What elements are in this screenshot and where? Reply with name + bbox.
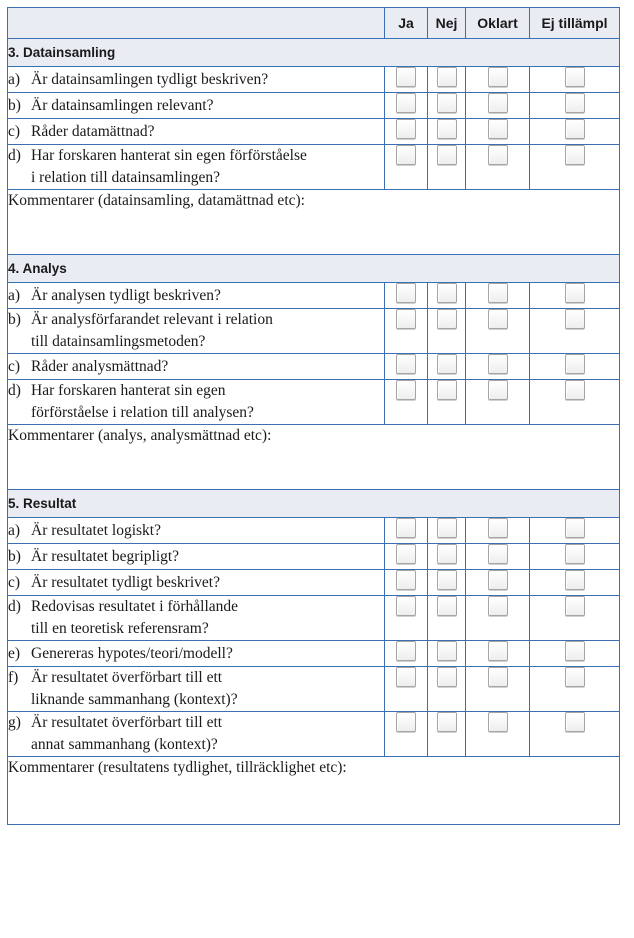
checkbox-oklart[interactable] [488, 596, 508, 616]
checkbox-nej[interactable] [437, 641, 457, 661]
question-text-line: Är datainsamlingen tydligt beskriven? [31, 70, 269, 88]
question-wrapper [8, 121, 384, 143]
checkbox-nej[interactable] [437, 309, 457, 329]
question-row [8, 283, 620, 309]
question-letter: e) [8, 644, 21, 662]
question-text-line: till datainsamlingsmetoden? [31, 333, 206, 350]
checkbox-cell-oklart [466, 596, 530, 641]
section-header-row [8, 39, 620, 67]
checkbox-cell-ej-tillampl [530, 93, 620, 119]
question-cell [8, 544, 385, 570]
checkbox-cell-nej [428, 712, 466, 757]
checkbox-oklart[interactable] [488, 119, 508, 139]
question-cell [8, 712, 385, 757]
question-text-line: Är resultatet överförbart till ett [31, 669, 223, 686]
column-header-ja: Ja [385, 8, 428, 39]
checkbox-oklart[interactable] [488, 518, 508, 538]
checkbox-ej-tillampl[interactable] [565, 596, 585, 616]
checkbox-cell-ej-tillampl [530, 641, 620, 667]
question-row [8, 596, 620, 641]
question-wrapper [8, 380, 384, 424]
comment-label: Kommentarer (analys, analysmättnad etc): [8, 427, 272, 444]
checkbox-nej[interactable] [437, 93, 457, 113]
checkbox-nej[interactable] [437, 67, 457, 87]
checkbox-ej-tillampl[interactable] [565, 119, 585, 139]
checkbox-cell-nej [428, 570, 466, 596]
question-text [31, 520, 384, 542]
question-wrapper [8, 145, 384, 189]
question-text-line: Är resultatet överförbart till ett [31, 714, 223, 731]
question-text-line: i relation till datainsamlingen? [31, 169, 220, 186]
checkbox-ja[interactable] [396, 641, 416, 661]
question-row [8, 67, 620, 93]
question-text-line: Är resultatet logiskt? [31, 521, 161, 539]
question-wrapper [8, 667, 384, 711]
checkbox-nej[interactable] [437, 354, 457, 374]
question-letter: d) [8, 382, 21, 399]
question-text-line: annat sammanhang (kontext)? [31, 736, 218, 753]
checkbox-cell-ja [385, 596, 428, 641]
checkbox-ja[interactable] [396, 354, 416, 374]
question-row [8, 712, 620, 757]
checkbox-cell-nej [428, 354, 466, 380]
checkbox-cell-oklart [466, 518, 530, 544]
checkbox-ja[interactable] [396, 283, 416, 303]
checkbox-ej-tillampl[interactable] [565, 354, 585, 374]
checkbox-ja[interactable] [396, 309, 416, 329]
checkbox-oklart[interactable] [488, 67, 508, 87]
checkbox-cell-ej-tillampl [530, 380, 620, 425]
section-header-row [8, 255, 620, 283]
question-text [31, 643, 384, 665]
checkbox-cell-oklart [466, 544, 530, 570]
section-title: 3. Datainsamling [8, 39, 620, 67]
question-row [8, 93, 620, 119]
question-letter: f) [8, 669, 19, 686]
question-letter: g) [8, 714, 21, 731]
checkbox-cell-ja [385, 283, 428, 309]
checkbox-cell-ej-tillampl [530, 67, 620, 93]
question-wrapper [8, 95, 384, 117]
comment-field[interactable] [8, 190, 620, 255]
question-text-line: förförståelse i relation till analysen? [31, 404, 254, 421]
checkbox-cell-ej-tillampl [530, 354, 620, 380]
question-letter: b) [8, 311, 21, 328]
checkbox-ja[interactable] [396, 119, 416, 139]
checkbox-ej-tillampl[interactable] [565, 544, 585, 564]
column-header-row [8, 8, 620, 39]
checkbox-cell-nej [428, 93, 466, 119]
question-row [8, 667, 620, 712]
question-text-line: Är analysförfarandet relevant i relation [31, 311, 273, 328]
question-cell [8, 596, 385, 641]
checkbox-oklart[interactable] [488, 570, 508, 590]
checkbox-oklart[interactable] [488, 354, 508, 374]
question-wrapper [8, 643, 384, 665]
checkbox-cell-ja [385, 309, 428, 354]
checkbox-oklart[interactable] [488, 283, 508, 303]
checkbox-ej-tillampl[interactable] [565, 283, 585, 303]
checkbox-oklart[interactable] [488, 667, 508, 687]
checkbox-cell-ej-tillampl [530, 544, 620, 570]
checkbox-cell-oklart [466, 283, 530, 309]
checkbox-cell-nej [428, 67, 466, 93]
checkbox-nej[interactable] [437, 570, 457, 590]
checkbox-cell-ja [385, 667, 428, 712]
checkbox-cell-nej [428, 667, 466, 712]
comment-row [8, 757, 620, 825]
question-wrapper [8, 712, 384, 756]
checkbox-nej[interactable] [437, 712, 457, 732]
checkbox-nej[interactable] [437, 380, 457, 400]
question-row [8, 119, 620, 145]
checkbox-cell-ej-tillampl [530, 518, 620, 544]
checkbox-cell-nej [428, 518, 466, 544]
question-text [31, 285, 384, 307]
question-cell [8, 380, 385, 425]
checkbox-cell-ej-tillampl [530, 712, 620, 757]
question-text-line: Råder datamättnad? [31, 122, 155, 140]
question-letter: a) [8, 286, 21, 304]
checkbox-cell-oklart [466, 93, 530, 119]
comment-label: Kommentarer (resultatens tydlighet, tillräcklighet etc): [8, 759, 347, 776]
checkbox-nej[interactable] [437, 119, 457, 139]
checkbox-cell-nej [428, 283, 466, 309]
question-row [8, 354, 620, 380]
checkbox-ej-tillampl[interactable] [565, 380, 585, 400]
column-header-ej-tillampl: Ej tillämpl [530, 8, 620, 39]
checkbox-ja[interactable] [396, 712, 416, 732]
checkbox-cell-ja [385, 93, 428, 119]
checkbox-cell-ej-tillampl [530, 570, 620, 596]
checkbox-oklart[interactable] [488, 309, 508, 329]
question-letter: c) [8, 122, 21, 140]
question-letter: b) [8, 547, 21, 565]
question-cell [8, 119, 385, 145]
checkbox-cell-nej [428, 544, 466, 570]
question-cell [8, 518, 385, 544]
checkbox-cell-oklart [466, 67, 530, 93]
question-letter: b) [8, 96, 21, 114]
checkbox-oklart[interactable] [488, 380, 508, 400]
question-text [31, 572, 384, 594]
review-checklist-table [7, 7, 620, 825]
question-cell [8, 570, 385, 596]
question-cell [8, 67, 385, 93]
question-letter: c) [8, 573, 21, 591]
checkbox-ej-tillampl[interactable] [565, 309, 585, 329]
checkbox-cell-ja [385, 145, 428, 190]
question-text [31, 145, 384, 189]
checkbox-cell-ej-tillampl [530, 283, 620, 309]
question-text-line: Redovisas resultatet i förhållande [31, 598, 239, 615]
checkbox-cell-ja [385, 518, 428, 544]
checkbox-ja[interactable] [396, 380, 416, 400]
question-text-line: Har forskaren hanterat sin egen [31, 382, 226, 399]
checkbox-cell-oklart [466, 641, 530, 667]
checkbox-cell-oklart [466, 145, 530, 190]
question-text [31, 69, 384, 91]
question-text [31, 596, 384, 640]
checkbox-cell-ja [385, 712, 428, 757]
checkbox-ja[interactable] [396, 596, 416, 616]
header-corner-cell [8, 8, 385, 39]
question-text-line: liknande sammanhang (kontext)? [31, 691, 238, 708]
checkbox-cell-nej [428, 596, 466, 641]
question-text [31, 546, 384, 568]
question-cell [8, 283, 385, 309]
question-letter: d) [8, 147, 21, 164]
checkbox-nej[interactable] [437, 544, 457, 564]
checkbox-ja[interactable] [396, 667, 416, 687]
checkbox-oklart[interactable] [488, 93, 508, 113]
checkbox-ja[interactable] [396, 93, 416, 113]
section-title: 4. Analys [8, 255, 620, 283]
question-letter: a) [8, 70, 21, 88]
comment-label: Kommentarer (datainsamling, datamättnad etc): [8, 192, 305, 209]
question-text [31, 380, 384, 424]
checkbox-ej-tillampl[interactable] [565, 570, 585, 590]
checkbox-cell-oklart [466, 354, 530, 380]
comment-field[interactable] [8, 757, 620, 825]
question-letter: a) [8, 521, 21, 539]
question-wrapper [8, 285, 384, 307]
question-wrapper [8, 546, 384, 568]
checkbox-cell-oklart [466, 667, 530, 712]
checkbox-cell-ej-tillampl [530, 667, 620, 712]
checkbox-cell-ej-tillampl [530, 596, 620, 641]
checkbox-cell-ja [385, 544, 428, 570]
question-text-line: till en teoretisk referensram? [31, 620, 209, 637]
checkbox-nej[interactable] [437, 667, 457, 687]
question-text-line: Råder analysmättnad? [31, 357, 169, 375]
question-text-line: Är resultatet begripligt? [31, 547, 180, 565]
checkbox-nej[interactable] [437, 283, 457, 303]
checkbox-cell-ej-tillampl [530, 145, 620, 190]
question-wrapper [8, 572, 384, 594]
checkbox-cell-oklart [466, 570, 530, 596]
checkbox-ej-tillampl[interactable] [565, 93, 585, 113]
checkbox-nej[interactable] [437, 596, 457, 616]
question-wrapper [8, 356, 384, 378]
question-text-line: Genereras hypotes/teori/modell? [31, 644, 233, 662]
comment-row [8, 190, 620, 255]
question-letter: c) [8, 357, 21, 375]
checkbox-ja[interactable] [396, 544, 416, 564]
question-text [31, 309, 384, 353]
checkbox-cell-ja [385, 641, 428, 667]
checkbox-cell-ja [385, 67, 428, 93]
question-wrapper [8, 596, 384, 640]
question-text [31, 95, 384, 117]
checkbox-cell-nej [428, 380, 466, 425]
checkbox-cell-nej [428, 145, 466, 190]
checkbox-cell-ja [385, 354, 428, 380]
comment-field[interactable] [8, 425, 620, 490]
question-cell [8, 93, 385, 119]
checkbox-nej[interactable] [437, 518, 457, 538]
checkbox-oklart[interactable] [488, 145, 508, 165]
section-title: 5. Resultat [8, 490, 620, 518]
question-text-line: Är datainsamlingen relevant? [31, 96, 214, 114]
checkbox-cell-ja [385, 119, 428, 145]
checkbox-oklart[interactable] [488, 544, 508, 564]
question-cell [8, 309, 385, 354]
question-row [8, 570, 620, 596]
question-wrapper [8, 69, 384, 91]
checkbox-ja[interactable] [396, 67, 416, 87]
checklist-body [8, 39, 620, 825]
checkbox-cell-ej-tillampl [530, 309, 620, 354]
checkbox-ej-tillampl[interactable] [565, 712, 585, 732]
checkbox-cell-ej-tillampl [530, 119, 620, 145]
checkbox-cell-nej [428, 641, 466, 667]
checkbox-cell-oklart [466, 119, 530, 145]
question-letter: d) [8, 598, 21, 615]
checkbox-ja[interactable] [396, 145, 416, 165]
checkbox-ej-tillampl[interactable] [565, 641, 585, 661]
question-text-line: Har forskaren hanterat sin egen förförståelse [31, 147, 307, 164]
question-text [31, 667, 384, 711]
column-header-nej: Nej [428, 8, 466, 39]
question-wrapper [8, 520, 384, 542]
checkbox-ej-tillampl[interactable] [565, 67, 585, 87]
checkbox-oklart[interactable] [488, 641, 508, 661]
question-row [8, 380, 620, 425]
checkbox-cell-ja [385, 570, 428, 596]
question-wrapper [8, 309, 384, 353]
column-header-oklart: Oklart [466, 8, 530, 39]
question-cell [8, 641, 385, 667]
checkbox-ej-tillampl[interactable] [565, 145, 585, 165]
question-cell [8, 667, 385, 712]
section-header-row [8, 490, 620, 518]
checkbox-oklart[interactable] [488, 712, 508, 732]
checkbox-cell-oklart [466, 309, 530, 354]
checkbox-nej[interactable] [437, 145, 457, 165]
question-row [8, 309, 620, 354]
question-row [8, 145, 620, 190]
checkbox-cell-ja [385, 380, 428, 425]
question-text [31, 356, 384, 378]
checkbox-ej-tillampl[interactable] [565, 667, 585, 687]
checkbox-cell-nej [428, 309, 466, 354]
question-row [8, 641, 620, 667]
checkbox-cell-nej [428, 119, 466, 145]
question-text [31, 121, 384, 143]
question-text-line: Är resultatet tydligt beskrivet? [31, 573, 220, 591]
question-row [8, 544, 620, 570]
question-cell [8, 354, 385, 380]
comment-row [8, 425, 620, 490]
checkbox-ej-tillampl[interactable] [565, 518, 585, 538]
question-text [31, 712, 384, 756]
question-text-line: Är analysen tydligt beskriven? [31, 286, 221, 304]
checkbox-cell-oklart [466, 712, 530, 757]
checkbox-ja[interactable] [396, 518, 416, 538]
checkbox-cell-oklart [466, 380, 530, 425]
question-row [8, 518, 620, 544]
checkbox-ja[interactable] [396, 570, 416, 590]
question-cell [8, 145, 385, 190]
